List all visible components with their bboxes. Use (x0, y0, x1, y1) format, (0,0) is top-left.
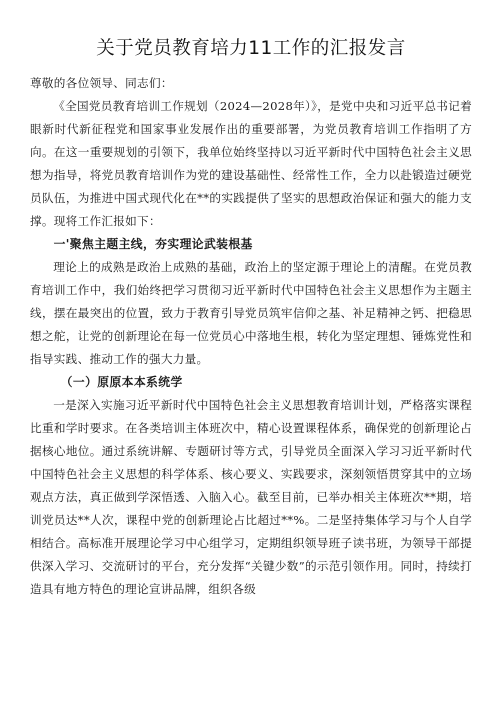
document-title: 关于党员教育培力11工作的汇报发言 (96, 38, 406, 59)
subsection-1-paragraph: 一是深入实施习近平新时代中国特色社会主义思想教育培训计划，严格落实课程比重和学时要求。在各类培训主体班次中，精心设置课程体系，确保党的创新理论占据核心地位。通过系统讲解、专题研讨等方式，引导党员全面深入学习习近平新时代中国特色社会主义思想的科学体系、核心要义、实践要求，深刻领悟贯穿其中的立场观点方法，真正做到学深悟透、入脑入心。截至目前，已举办相关主体班次**期，培训党员达**人次，课程中党的创新理论占比超过**%。二是坚持集体学习与个人自学相结合。高标准开展理论学习中心组学习，定期组织领导班子读书班，为领导干部提供深入学习、交流研讨的平台，充分发挥“关键少数”的示范引领作用。同时，持续打造具有地方特色的理论宣讲品牌，组织各级 (30, 398, 472, 596)
section-1-paragraph: 理论上的成熟是政治上成熟的基础，政治上的坚定源于理论上的清醒。在党员教育培训工作中，我们始终把学习贯彻习近平新时代中国特色社会主义思想作为主题主线，摆在最突出的位置，致力于教育引导党员筑牢信仰之基、补足精神之钙、把稳思想之舵，让党的创新理论在每一位党员心中落地生根，转化为坚定理想、锤炼党性和指导实践、推动工作的强大力量。 (30, 260, 472, 366)
subsection-heading-1: （一）原原本本系统学 (60, 375, 183, 389)
intro-paragraph: 《全国党员教育培训工作规划（2024—2028年）》，是党中央和习近平总书记着眼新时代新征程党和国家事业发展作出的重要部署，为党员教育培训工作指明了方向。在这一重要规划的引领下，我单位始终坚持以习近平新时代中国特色社会主义思想为指导，将党员教育培训作为党的建设基础性、经常性工作，全力以赴锻造过硬党员队伍，为推进中国式现代化在**的实践提供了坚实的思想政治保证和强大的能力支撑。现将工作汇报如下： (30, 99, 472, 228)
salutation: 尊敬的各位领导、同志们： (30, 76, 173, 90)
section-heading-1: 一'聚焦主题主线，夯实理论武装根基 (53, 237, 253, 251)
